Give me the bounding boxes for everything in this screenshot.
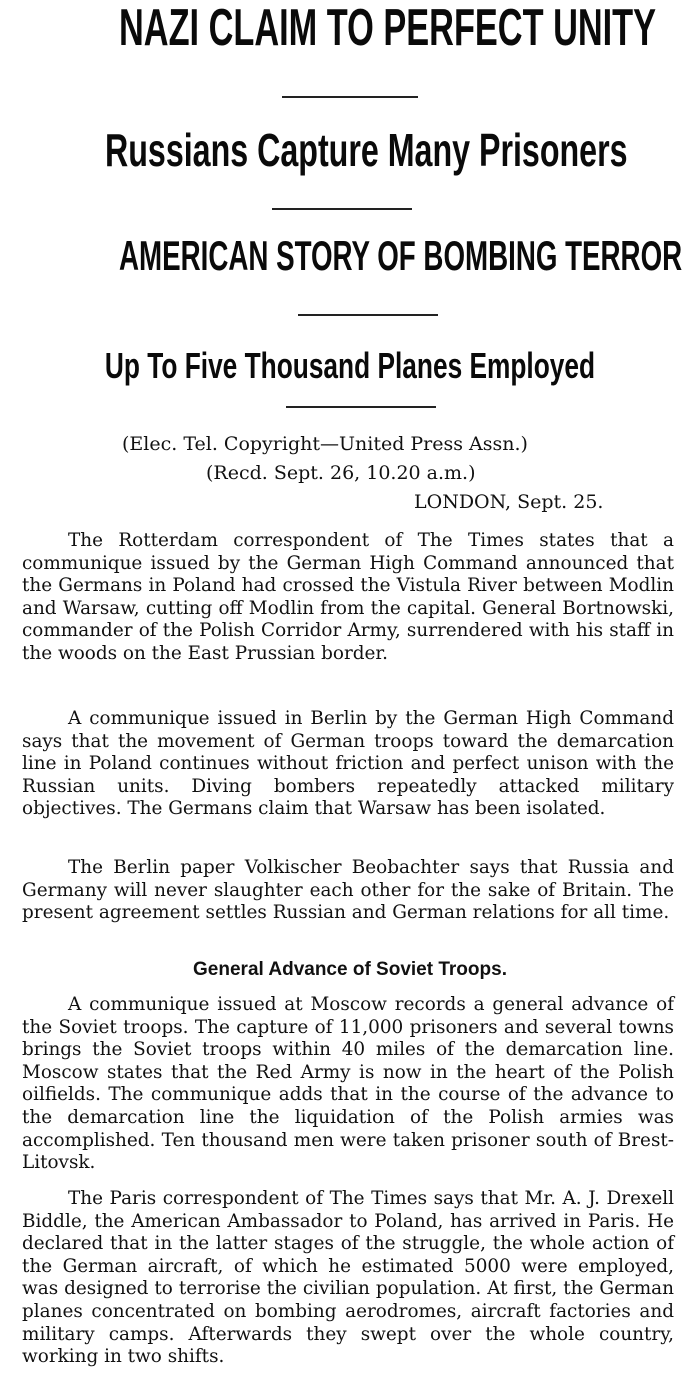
article-paragraph: The Berlin paper Volkischer Beobachter says that Russia and Germany will never slaughter each other for the sake of Britain. The present agreement settles Russian and German relations for all time. [22, 857, 674, 924]
article-paragraph: The Rotterdam correspondent of The Times states that a communique issued by the German High Command announced that the Germans in Poland had crossed the Vistula River between Modlin and Warsaw, cutting off Modlin from the capital. General Bortnowski, commander of the Polish Corridor Army, surrendered with his staff in the woods on the East Prussian border. [22, 530, 674, 664]
dateline: LONDON, Sept. 25. [414, 491, 604, 513]
second-headline: Russians Capture Many Prisoners [105, 124, 628, 176]
section-subheading: General Advance of Soviet Troops. [193, 959, 507, 980]
copyright-line: (Elec. Tel. Copyright—United Press Assn.) [122, 433, 528, 455]
main-headline: NAZI CLAIM TO PERFECT UNITY [118, 0, 657, 57]
headline-divider [286, 406, 436, 408]
third-headline: AMERICAN STORY OF BOMBING TERROR [118, 232, 683, 279]
fourth-headline: Up To Five Thousand Planes Employed [104, 345, 596, 386]
article-paragraph: A communique issued at Moscow records a general advance of the Soviet troops. The capture of 11,000 prisoners and several towns brings the Soviet troops within 40 miles of the demarcation line. Moscow states that the Red Army is now in the heart of the Polish oilfields. The communique adds that in the course of the advance to the demarcation line the liquidation of the Polish armies was accomplished. Ten thousand men were taken prisoner south of Brest-Litovsk. [22, 994, 674, 1174]
headline-divider [298, 314, 438, 316]
received-line: (Recd. Sept. 26, 10.20 a.m.) [206, 462, 476, 484]
article-paragraph: A communique issued in Berlin by the German High Command says that the movement of German troops toward the demarcation line in Poland continues without friction and perfect unison with the Russian units. Diving bombers repeatedly attacked military objectives. The Germans claim that Warsaw has been isolated. [22, 708, 674, 820]
headline-divider [272, 208, 412, 210]
article-paragraph: The Paris correspondent of The Times says that Mr. A. J. Drexell Biddle, the American Ambassador to Poland, has arrived in Paris. He declared that in the latter stages of the struggle, the whole action of the German aircraft, of which he estimated 5000 were employed, was designed to terrorise the civilian population. At first, the German planes concentrated on bombing aerodromes, aircraft factories and military camps. Afterwards they swept over the whole country, working in two shifts. [22, 1188, 674, 1368]
headline-divider [282, 96, 418, 98]
